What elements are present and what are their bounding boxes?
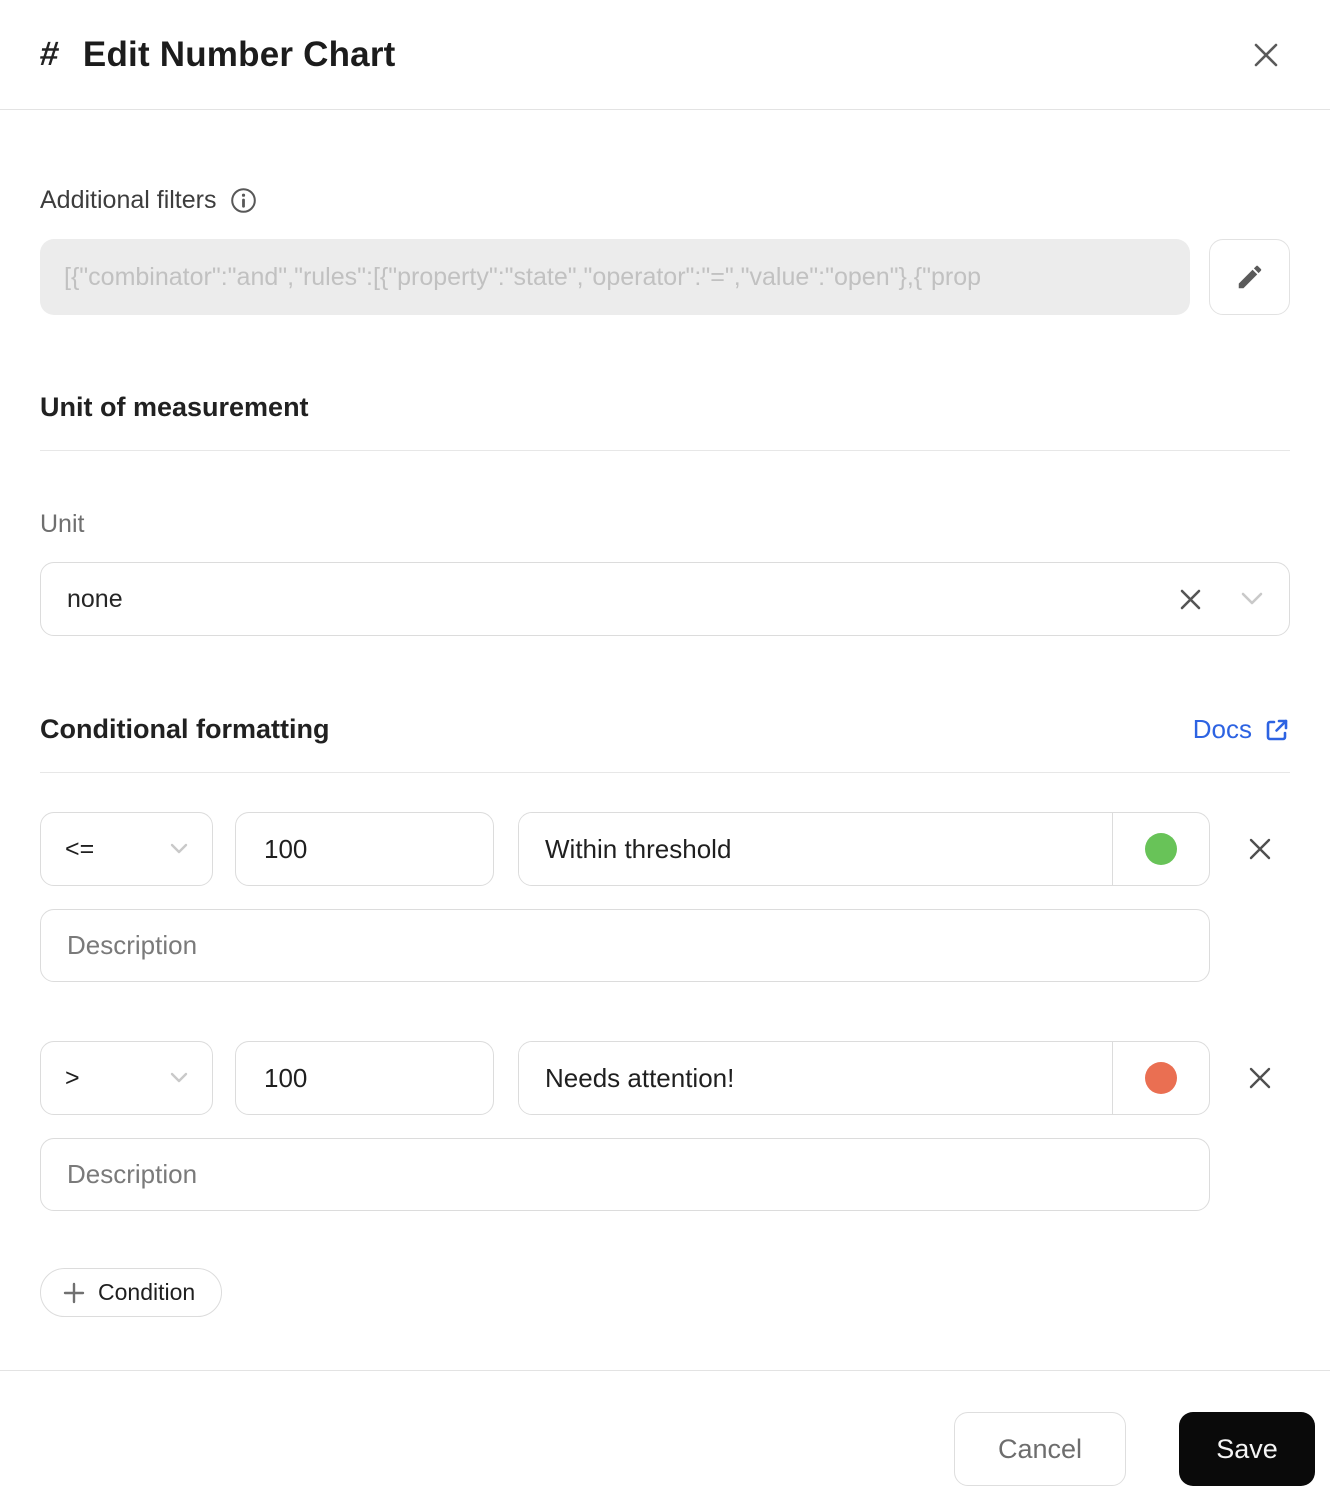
additional-filters-input <box>40 239 1190 315</box>
cancel-button[interactable]: Cancel <box>954 1412 1126 1486</box>
condition-2-operator-select[interactable] <box>40 1041 213 1115</box>
save-button[interactable]: Save <box>1179 1412 1315 1486</box>
x-remove-icon <box>1246 835 1274 863</box>
pencil-icon <box>1235 262 1265 292</box>
condition-1-label-input[interactable] <box>519 813 1112 885</box>
docs-link[interactable] <box>1193 714 1290 745</box>
add-condition-button[interactable] <box>40 1268 222 1317</box>
additional-filters-label-row <box>40 186 1290 215</box>
condition-1-label-wrap <box>518 812 1210 886</box>
condition-1-operator-select[interactable] <box>40 812 213 886</box>
close-button[interactable] <box>1244 33 1288 77</box>
condition-2-label-wrap <box>518 1041 1210 1115</box>
unit-select[interactable] <box>40 562 1290 636</box>
section-divider <box>40 772 1290 773</box>
unit-clear-button[interactable] <box>1178 587 1203 612</box>
plus-icon <box>63 1282 85 1304</box>
modal-footer <box>0 1371 1330 1486</box>
x-remove-icon <box>1246 1064 1274 1092</box>
chevron-down-icon <box>170 1072 188 1084</box>
condition-row-2 <box>40 1041 1290 1115</box>
edit-filters-button[interactable] <box>1209 239 1290 315</box>
external-link-icon <box>1264 717 1290 743</box>
red-color-dot <box>1145 1062 1177 1094</box>
unit-label: Unit <box>40 510 85 538</box>
modal-header <box>0 0 1330 110</box>
x-clear-icon <box>1178 587 1203 612</box>
condition-2-color-picker[interactable] <box>1112 1042 1209 1114</box>
chevron-down-icon <box>170 843 188 855</box>
condition-2-label-input[interactable] <box>519 1042 1112 1114</box>
docs-link-label: Docs <box>1192 714 1252 744</box>
number-hash-icon: # <box>38 35 61 73</box>
conditional-formatting-heading-row <box>40 714 1290 745</box>
condition-1-description-input[interactable] <box>40 909 1210 982</box>
modal-title: Edit Number Chart <box>82 34 396 74</box>
condition-1-value-input[interactable] <box>235 812 494 886</box>
condition-row-1 <box>40 812 1290 886</box>
unit-section-heading: Unit of measurement <box>40 392 309 422</box>
info-icon[interactable] <box>230 187 257 214</box>
close-icon <box>1251 40 1281 70</box>
unit-select-value: none <box>67 584 123 613</box>
green-color-dot <box>1145 833 1177 865</box>
condition-2-remove-button[interactable] <box>1230 1048 1290 1108</box>
additional-filters-label: Additional filters <box>40 186 217 214</box>
condition-2-description-input[interactable] <box>40 1138 1210 1211</box>
condition-2-operator-value: > <box>65 1063 80 1092</box>
condition-2-value-input[interactable] <box>235 1041 494 1115</box>
condition-1-remove-button[interactable] <box>1230 819 1290 879</box>
modal-body <box>0 186 1330 1317</box>
additional-filters-row <box>40 239 1290 315</box>
condition-1-operator-value: <= <box>65 834 95 863</box>
section-divider <box>40 450 1290 451</box>
add-condition-label: Condition <box>98 1279 196 1305</box>
chevron-down-icon <box>1241 592 1263 606</box>
conditional-formatting-heading: Conditional formatting <box>40 714 330 744</box>
condition-1-color-picker[interactable] <box>1112 813 1209 885</box>
